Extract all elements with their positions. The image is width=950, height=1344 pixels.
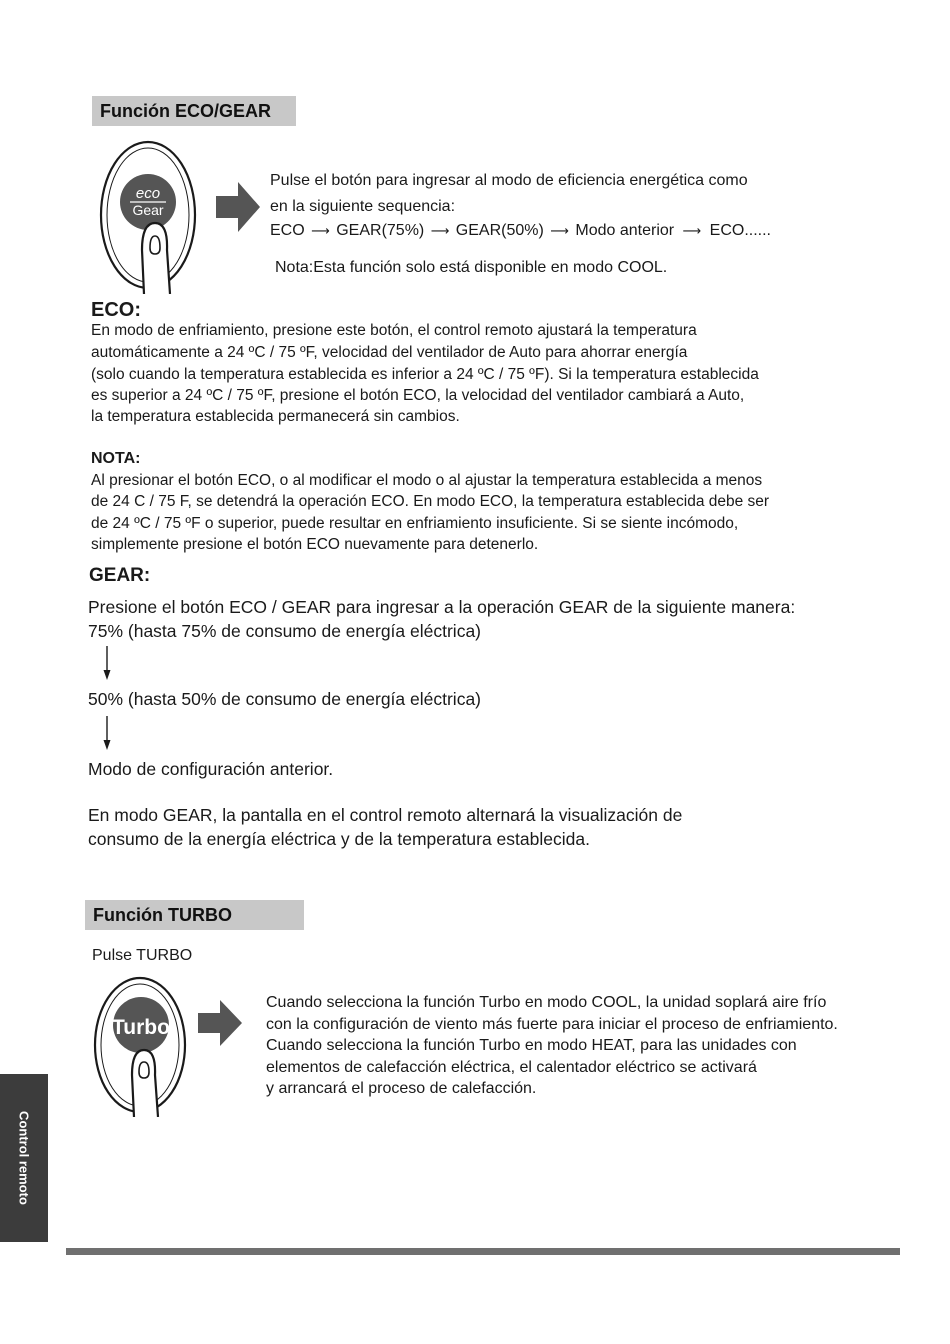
- mode-sequence: [270, 220, 771, 241]
- eco-line: (solo cuando la temperatura establecida es inferior a 24 ºC / 75 ºF). Si la temperatura establecida: [91, 366, 759, 383]
- eco-heading: ECO:: [91, 299, 141, 321]
- gear-display-line: consumo de la energía eléctrica y de la temperatura establecida.: [88, 829, 590, 849]
- eco-line: la temperatura establecida permanecerá sin cambios.: [91, 408, 460, 425]
- eco-gear-intro-line-2: en la siguiente sequencia:: [270, 198, 456, 215]
- nota-line: de 24 C / 75 F, se detendrá la operación ECO. En modo ECO, la temperatura establecida debe ser: [91, 493, 770, 510]
- side-tab-control-remoto: [0, 1074, 48, 1242]
- cool-mode-note: Nota:Esta función solo está disponible en modo COOL.: [275, 259, 668, 276]
- turbo-line: elementos de calefacción eléctrica, el calentador eléctrico se activará: [266, 1059, 757, 1076]
- sequence-step: GEAR(50%): [455, 222, 544, 239]
- side-tab-label: Control remoto: [16, 1111, 32, 1205]
- turbo-button-illustration: [92, 975, 192, 1117]
- gear-icon-text: Gear: [132, 202, 164, 218]
- arrow-down-icon: [102, 716, 112, 750]
- turbo-line: Cuando selecciona la función Turbo en modo COOL, la unidad soplará aire frío: [266, 994, 827, 1011]
- eco-line: automáticamente a 24 ºC / 75 ºF, velocidad del ventilador de Auto para ahorrar energía: [91, 344, 688, 361]
- gear-step-75: 75% (hasta 75% de consumo de energía eléctrica): [88, 621, 482, 641]
- eco-gear-button-illustration: [98, 138, 202, 294]
- gear-display-line: En modo GEAR, la pantalla en el control remoto alternará la visualización de: [88, 805, 683, 825]
- sequence-step: GEAR(75%): [336, 222, 425, 239]
- arrow-right-icon: [214, 180, 262, 234]
- finger-icon: [132, 1050, 158, 1117]
- nota-line: de 24 ºC / 75 ºF o superior, puede resultar en enfriamiento insuficiente. Si se siente incómodo,: [91, 515, 739, 532]
- nota-line: Al presionar el botón ECO, o al modificar el modo o al ajustar la temperatura establecida a menos: [91, 472, 763, 489]
- sequence-arrow-icon: ⟶: [430, 223, 450, 238]
- eco-gear-section-header: Función ECO/GEAR: [92, 96, 296, 126]
- press-turbo-label: Pulse TURBO: [92, 947, 193, 964]
- nota-line: simplemente presione el botón ECO nuevamente para detenerlo.: [91, 536, 539, 553]
- turbo-line: Cuando selecciona la función Turbo en modo HEAT, para las unidades con: [266, 1037, 797, 1054]
- turbo-line: y arrancará el proceso de calefacción.: [266, 1080, 537, 1097]
- sequence-arrow-icon: ⟶: [682, 223, 702, 238]
- finger-icon: [142, 223, 170, 294]
- footer-divider: [66, 1248, 900, 1255]
- arrow-right-icon: [196, 998, 244, 1048]
- turbo-line: con la configuración de viento más fuerte para iniciar el proceso de enfriamiento.: [266, 1016, 838, 1033]
- sequence-step: ECO......: [709, 222, 771, 239]
- eco-gear-intro-line-1: Pulse el botón para ingresar al modo de eficiencia energética como: [270, 172, 748, 189]
- gear-heading: GEAR:: [89, 565, 151, 586]
- gear-step-previous: Modo de configuración anterior.: [88, 759, 334, 779]
- gear-step-50: 50% (hasta 50% de consumo de energía eléctrica): [88, 689, 482, 709]
- gear-intro: Presione el botón ECO / GEAR para ingresar a la operación GEAR de la siguiente manera:: [88, 597, 796, 617]
- sequence-step: Modo anterior: [575, 222, 675, 239]
- sequence-arrow-icon: ⟶: [550, 223, 569, 238]
- sequence-arrow-icon: ⟶: [311, 223, 330, 238]
- sequence-step: ECO: [270, 222, 305, 239]
- arrow-down-icon: [102, 646, 112, 680]
- turbo-icon-text: Turbo: [112, 1016, 170, 1039]
- eco-icon-text: eco: [135, 185, 161, 202]
- eco-line: es superior a 24 ºC / 75 ºF, presione el botón ECO, la velocidad del ventilador cambiará a Auto,: [91, 387, 745, 404]
- nota-heading: NOTA:: [91, 450, 141, 467]
- turbo-section-header: Función TURBO: [85, 900, 304, 930]
- eco-line: En modo de enfriamiento, presione este botón, el control remoto ajustará la temperatura: [91, 322, 697, 339]
